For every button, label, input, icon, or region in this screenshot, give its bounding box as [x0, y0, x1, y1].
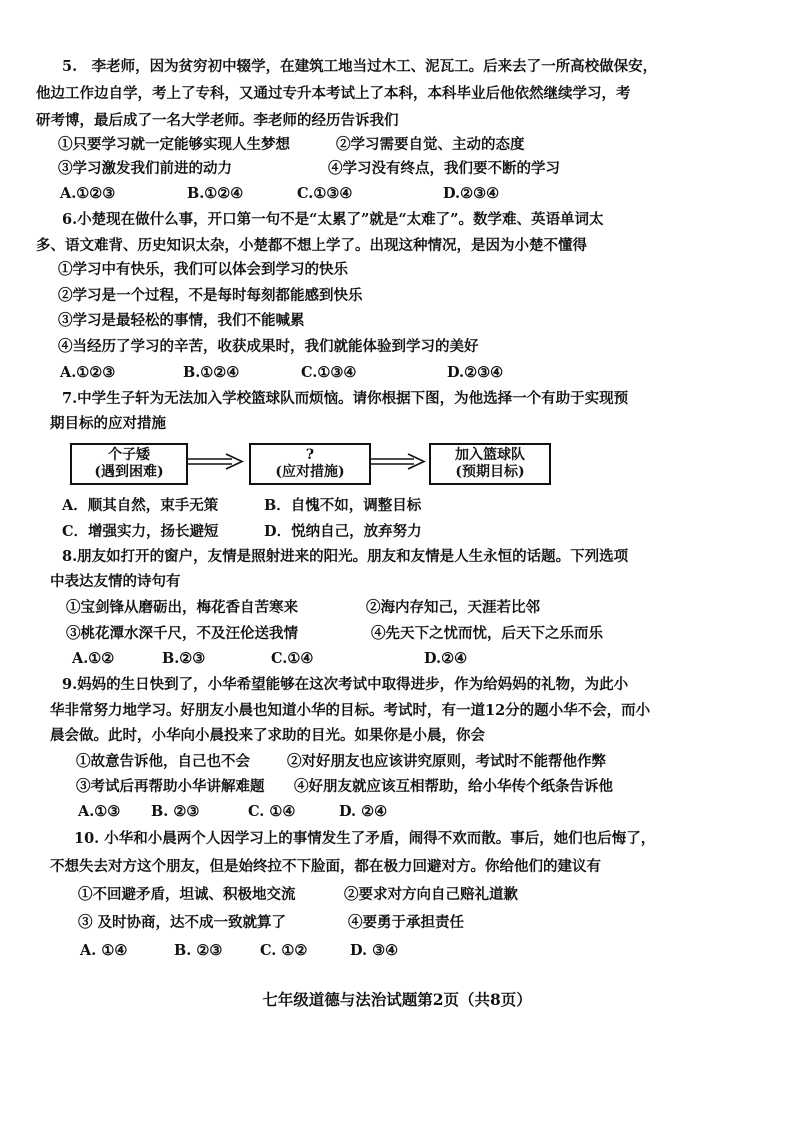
- q5-option-3: ③学习激发我们前进的动力: [58, 160, 232, 177]
- q8-option-4: ④先天下之忧而忧，后天下之乐而乐: [371, 625, 603, 642]
- q8-stem-line1: 8.朋友如打开的窗户，友情是照射进来的阳光。朋友和友情是人生永恒的话题。下列选项: [62, 548, 629, 565]
- q9-option-1: ①故意告诉他，自己也不会: [76, 753, 250, 770]
- q5-stem-line2: 他边工作边自学，考上了专科，又通过专升本考试上了本科，本科毕业后他依然继续学习，考: [36, 85, 631, 102]
- flow-box-goal-bottom: (预期目标): [455, 464, 525, 480]
- flow-box-goal-top: 加入篮球队: [455, 447, 525, 463]
- q8-option-2: ②海内存知己，天涯若比邻: [366, 599, 540, 616]
- q9-stem-line2: 华非常努力地学习。好朋友小晨也知道小华的目标。考试时，有一道12分的题小华不会，而小: [50, 702, 651, 719]
- flow-arrow-2: [370, 452, 428, 472]
- q10-answer-c: C. ①②: [260, 942, 308, 959]
- flow-box-difficulty-bottom: (遇到困难): [94, 464, 164, 480]
- q9-answer-d: D. ②④: [339, 803, 388, 820]
- q5-stem-line3: 研考博，最后成了一名大学老师。李老师的经历告诉我们: [36, 112, 399, 129]
- q10-option-2: ②要求对方向自己赔礼道歉: [344, 886, 518, 903]
- q6-answer-c: C.①③④: [301, 364, 357, 381]
- q6-option-2: ②学习是一个过程，不是每时每刻都能感到快乐: [58, 287, 363, 304]
- q8-stem-line2: 中表达友情的诗句有: [50, 573, 181, 590]
- q9-answer-b: B. ②③: [151, 803, 200, 820]
- q8-answer-c: C.①④: [271, 650, 314, 667]
- q9-option-3: ③考试后再帮助小华讲解难题: [76, 778, 265, 795]
- q7-answer-c: C．增强实力，扬长避短: [62, 523, 219, 540]
- q8-answer-b: B.②③: [162, 650, 206, 667]
- q9-stem-line3: 晨会做。此时，小华向小晨投来了求助的目光。如果你是小晨，你会: [50, 727, 485, 744]
- q6-option-3: ③学习是最轻松的事情，我们不能喊累: [58, 312, 305, 329]
- q5-option-1: ①只要学习就一定能够实现人生梦想: [58, 136, 290, 153]
- q8-option-1: ①宝剑锋从磨砺出，梅花香自苦寒来: [66, 599, 298, 616]
- q6-answer-a: A.①②③: [60, 364, 116, 381]
- flow-box-goal: [429, 443, 551, 485]
- q5-answer-a: A.①②③: [60, 185, 116, 202]
- q9-option-4: ④好朋友就应该互相帮助，给小华传个纸条告诉他: [294, 778, 613, 795]
- q5-stem-line1: 5. 李老师，因为贫穷初中辍学，在建筑工地当过木工、泥瓦工。后来去了一所高校做保安，: [62, 58, 658, 75]
- q6-answer-d: D.②③④: [447, 364, 504, 381]
- flow-box-measure: [249, 443, 371, 485]
- q7-stem-line2: 期目标的应对措施: [50, 415, 166, 432]
- q8-answer-d: D.②④: [424, 650, 468, 667]
- q10-answer-d: D. ③④: [350, 942, 399, 959]
- q5-answer-b: B.①②④: [187, 185, 244, 202]
- flow-box-measure-top: ?: [305, 447, 315, 463]
- q6-answer-b: B.①②④: [183, 364, 240, 381]
- q10-stem-line2: 不想失去对方这个朋友，但是始终拉不下脸面，都在极力回避对方。你给他们的建议有: [50, 858, 601, 875]
- q10-option-4: ④要勇于承担责任: [348, 914, 464, 931]
- q10-stem-line1: 10. 小华和小晨两个人因学习上的事情发生了矛盾，闹得不欢而散。事后，她们也后悔了，: [74, 830, 656, 847]
- q5-answer-d: D.②③④: [443, 185, 500, 202]
- q5-option-2: ②学习需要自觉、主动的态度: [336, 136, 525, 153]
- page-footer: 七年级道德与法治试题第2页（共8页）: [262, 990, 532, 1009]
- flow-arrow-1: [188, 452, 246, 472]
- q6-option-1: ①学习中有快乐，我们可以体会到学习的快乐: [58, 261, 348, 278]
- q5-answer-c: C.①③④: [297, 185, 353, 202]
- q9-stem-line1: 9.妈妈的生日快到了，小华希望能够在这次考试中取得进步，作为给妈妈的礼物，为此小: [62, 676, 629, 693]
- q8-option-3: ③桃花潭水深千尺，不及汪伦送我情: [66, 625, 298, 642]
- q9-answer-a: A.①③: [78, 803, 121, 820]
- q10-option-1: ①不回避矛盾，坦诚、积极地交流: [78, 886, 296, 903]
- q8-answer-a: A.①②: [72, 650, 115, 667]
- q6-option-4: ④当经历了学习的辛苦，收获成果时，我们就能体验到学习的美好: [58, 338, 479, 355]
- q10-answer-a: A. ①④: [80, 942, 128, 959]
- q5-option-4: ④学习没有终点，我们要不断的学习: [328, 160, 560, 177]
- q6-stem-line1: 6.小楚现在做什么事，开口第一句不是“太累了”就是“太难了”。数学难、英语单词太: [62, 211, 604, 228]
- flow-box-measure-bottom: (应对措施): [275, 464, 345, 480]
- q7-answer-a: A．顺其自然，束手无策: [62, 497, 219, 514]
- q7-stem-line1: 7.中学生子轩为无法加入学校篮球队而烦恼。请你根据下图，为他选择一个有助于实现预: [62, 390, 629, 407]
- q10-answer-b: B. ②③: [174, 942, 223, 959]
- flow-box-difficulty-top: 个子矮: [108, 447, 150, 463]
- flow-box-difficulty: [70, 443, 188, 485]
- q7-answer-d: D．悦纳自己，放弃努力: [264, 523, 422, 540]
- q9-answer-c: C. ①④: [248, 803, 296, 820]
- q7-answer-b: B．自愧不如，调整目标: [264, 497, 422, 514]
- q10-option-3: ③ 及时协商，达不成一致就算了: [78, 914, 287, 931]
- q9-option-2: ②对好朋友也应该讲究原则，考试时不能帮他作弊: [287, 753, 606, 770]
- q6-stem-line2: 多、语文难背、历史知识太杂，小楚都不想上学了。出现这种情况，是因为小楚不懂得: [36, 237, 587, 254]
